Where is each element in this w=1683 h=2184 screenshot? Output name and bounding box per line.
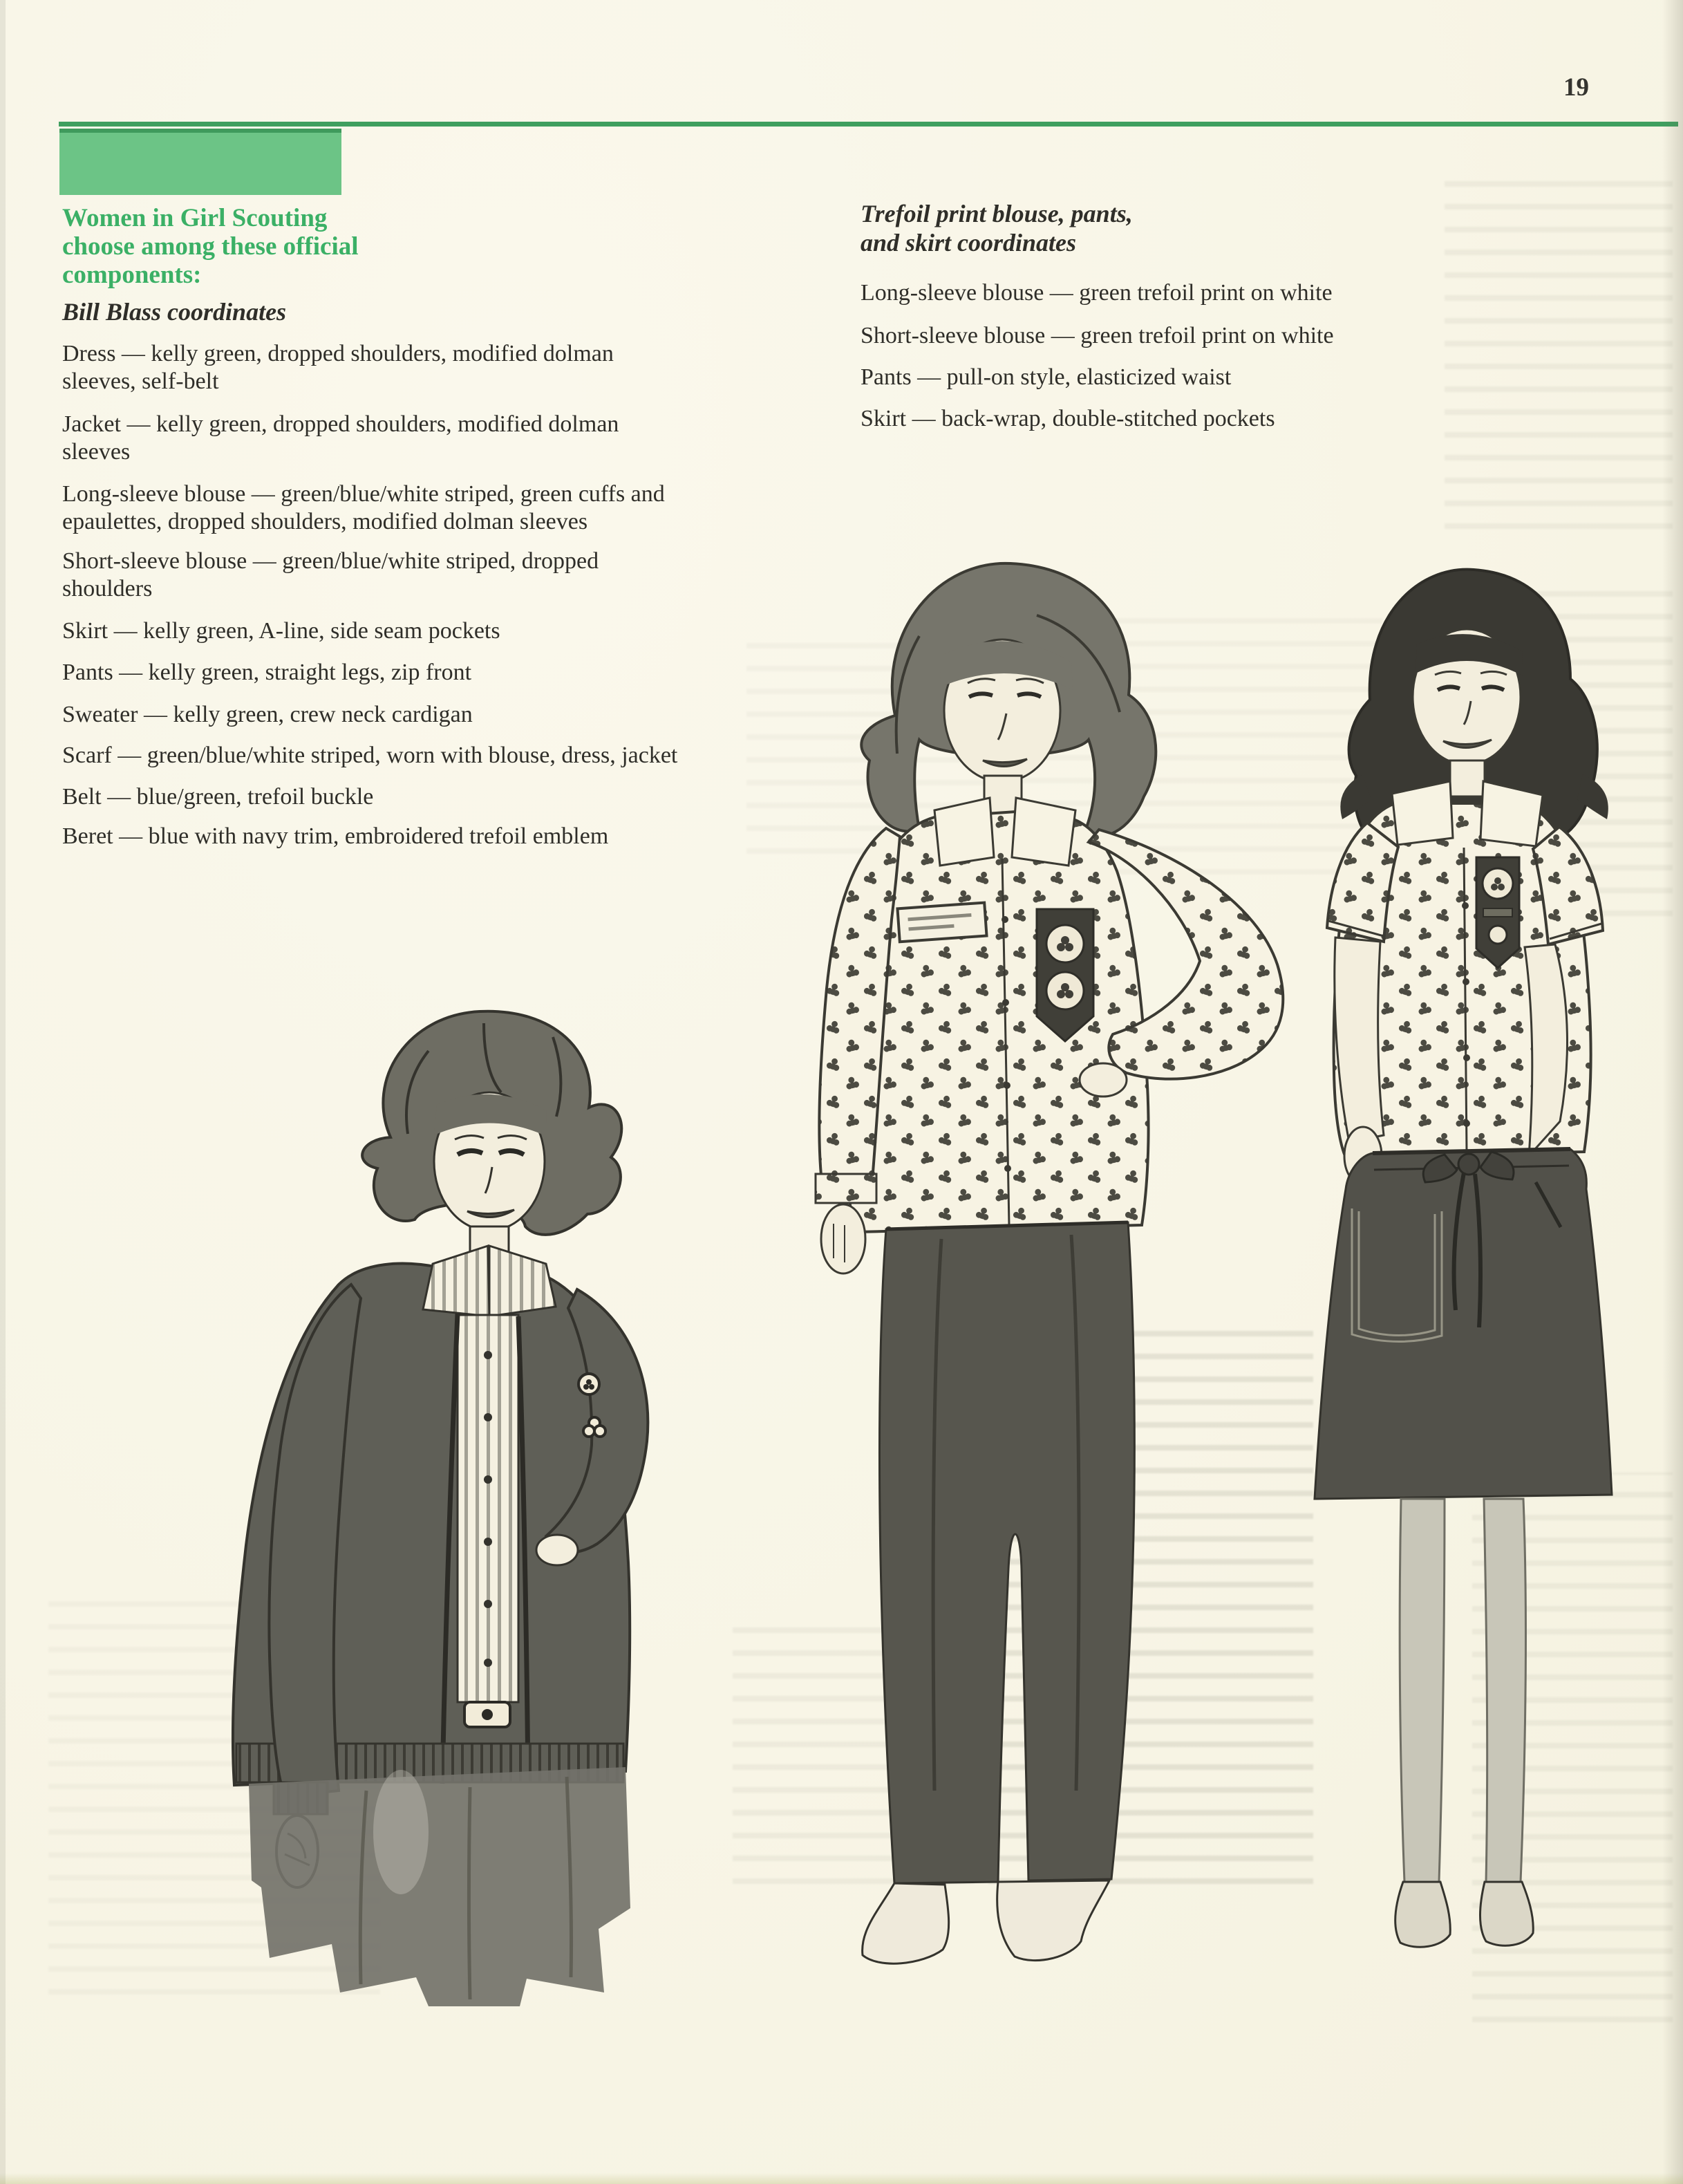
list-item xyxy=(62,701,473,729)
list-item-line: Long-sleeve blouse — green/blue/white striped, green cuffs and xyxy=(62,481,665,507)
list-item-line: Belt — blue/green, trefoil buckle xyxy=(62,784,374,810)
bleed-through-text xyxy=(1445,173,1673,546)
list-item-line: Jacket — kelly green, dropped shoulders, modified dolman xyxy=(62,411,619,437)
list-item-line: Dress — kelly green, dropped shoulders, modified dolman xyxy=(62,341,614,366)
pants xyxy=(879,1222,1134,1883)
shoe-left xyxy=(1395,1882,1451,1947)
header-rule xyxy=(59,122,1678,127)
shoe-left xyxy=(863,1883,949,1963)
list-item-line: sleeves xyxy=(62,439,131,465)
section-heading-line: components: xyxy=(62,261,202,289)
hand-right xyxy=(536,1535,578,1565)
illustration-woman-cardigan-skirt xyxy=(41,989,664,2040)
section-heading-line: Trefoil print blouse, pants, xyxy=(861,200,1133,227)
shoe-right xyxy=(997,1880,1109,1961)
list-item-line: Sweater — kelly green, crew neck cardigan xyxy=(62,702,473,727)
name-tag xyxy=(897,903,986,942)
leg-left xyxy=(1400,1499,1445,1882)
list-item xyxy=(62,783,373,811)
list-item xyxy=(861,279,1333,307)
list-item xyxy=(62,548,599,603)
list-item xyxy=(62,617,500,645)
badge-tab xyxy=(1037,909,1093,1041)
section-heading-line: choose among these official xyxy=(62,232,359,261)
leg-right xyxy=(1484,1499,1525,1882)
list-item-line: Beret — blue with navy trim, embroidered trefoil emblem xyxy=(62,823,609,849)
hand-right xyxy=(1080,1063,1127,1096)
list-item-line: Pants — kelly green, straight legs, zip front xyxy=(62,660,472,685)
shoe-right xyxy=(1480,1882,1534,1945)
page-edge-shadow-bottom xyxy=(0,2173,1683,2184)
list-item-line: shoulders xyxy=(62,576,153,601)
badge-tab xyxy=(1476,857,1519,968)
list-item xyxy=(62,411,619,466)
subsection-heading: Bill Blass coordinates xyxy=(62,298,287,326)
list-item-line: Skirt — back-wrap, double-stitched pockets xyxy=(861,406,1275,431)
list-item-line: epaulettes, dropped shoulders, modified dolman sleeves xyxy=(62,509,588,534)
list-item xyxy=(62,659,471,687)
page-edge-shadow-right xyxy=(1662,0,1683,2184)
page-number: 19 xyxy=(1563,73,1589,102)
hand-left xyxy=(821,1204,865,1273)
list-item-line: Scarf — green/blue/white striped, worn with blouse, dress, jacket xyxy=(62,743,678,768)
list-item xyxy=(62,823,608,850)
green-header-bar xyxy=(59,129,341,195)
section-heading-line: Women in Girl Scouting xyxy=(62,204,328,232)
list-item xyxy=(62,742,677,769)
list-item-line: Skirt — kelly green, A-line, side seam pockets xyxy=(62,618,500,644)
illustration-woman-shortsleeve-blouse-skirt xyxy=(1210,532,1680,1998)
list-item-line: Pants — pull-on style, elasticized waist xyxy=(861,364,1232,390)
list-item xyxy=(861,322,1334,350)
list-item-line: sleeves, self-belt xyxy=(62,368,219,394)
belt-buckle xyxy=(464,1702,510,1727)
list-item-line: Short-sleeve blouse — green/blue/white striped, dropped xyxy=(62,548,599,574)
skirt xyxy=(249,1767,630,2006)
list-item xyxy=(62,340,614,395)
list-item xyxy=(861,405,1275,433)
list-item-line: Long-sleeve blouse — green trefoil print on white xyxy=(861,280,1333,306)
list-item-line: Short-sleeve blouse — green trefoil print on white xyxy=(861,323,1334,348)
list-item xyxy=(62,480,665,536)
page-edge-shadow-left xyxy=(0,0,6,2184)
section-heading-line: and skirt coordinates xyxy=(861,229,1077,256)
list-item xyxy=(861,364,1231,391)
